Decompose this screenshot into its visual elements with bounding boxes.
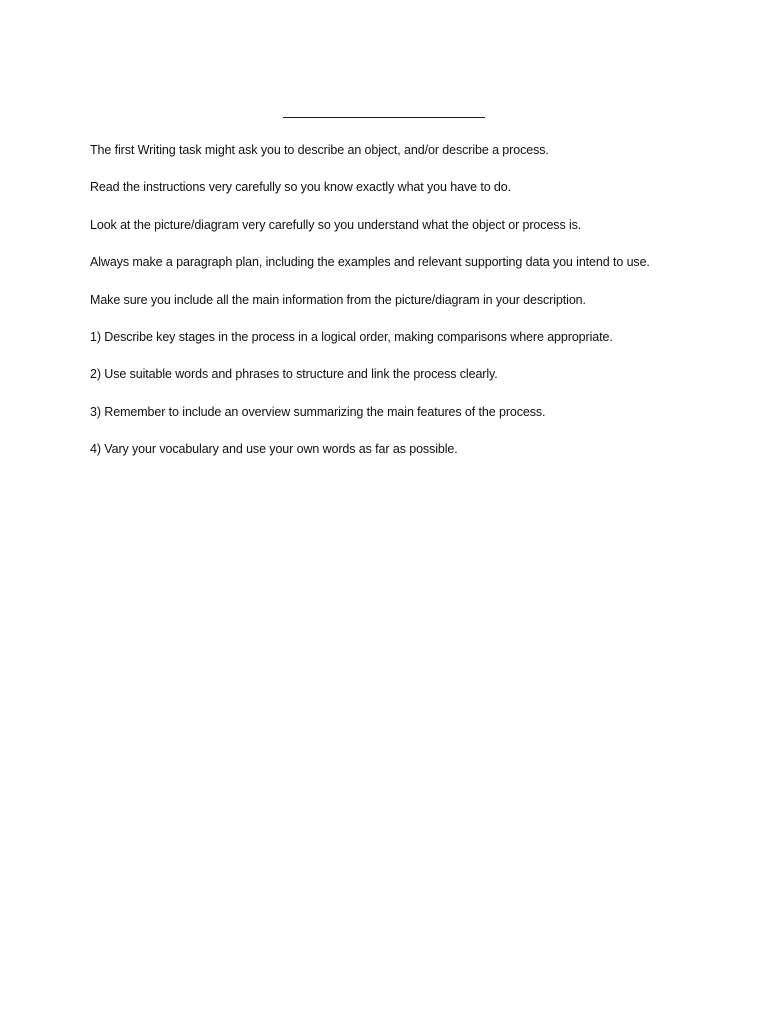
title-underline — [283, 117, 485, 118]
paragraph-main-information: Make sure you include all the main information from the picture/diagram in your description. — [90, 292, 586, 307]
document-body — [90, 140, 730, 477]
paragraph-look-at-diagram: Look at the picture/diagram very carefully so you understand what the object or process is. — [90, 217, 582, 232]
step-2: 2) Use suitable words and phrases to structure and link the process clearly. — [90, 367, 498, 382]
step-4: 4) Vary your vocabulary and use your own words as far as possible. — [90, 442, 458, 457]
paragraph-plan: Always make a paragraph plan, including the examples and relevant supporting data you intend to use. — [90, 255, 650, 270]
step-3: 3) Remember to include an overview summarizing the main features of the process. — [90, 404, 546, 419]
paragraph-intro: The first Writing task might ask you to describe an object, and/or describe a process. — [90, 143, 549, 157]
step-1: 1) Describe key stages in the process in a logical order, making comparisons where appropriate. — [90, 329, 613, 344]
paragraph-read-instructions: Read the instructions very carefully so you know exactly what you have to do. — [90, 180, 511, 195]
